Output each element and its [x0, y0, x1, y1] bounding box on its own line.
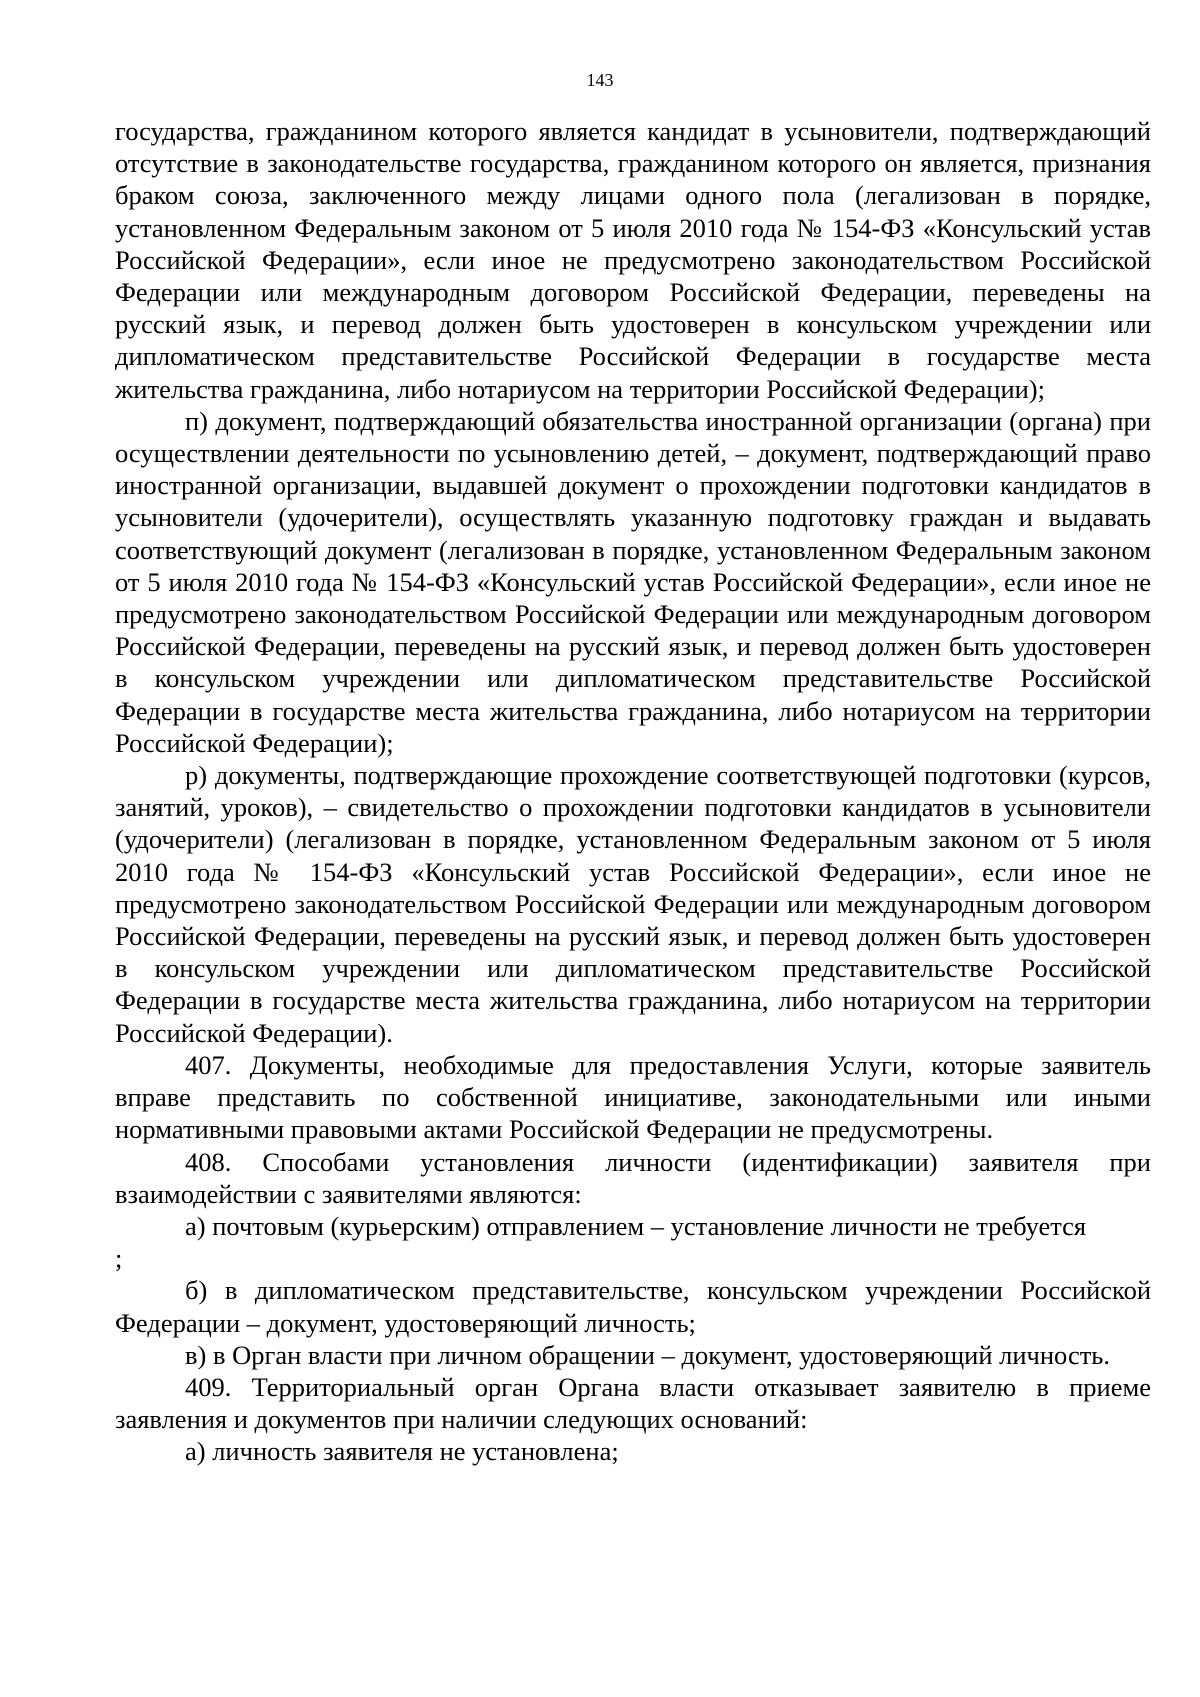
paragraph-item-r: р) документы, подтверждающие прохождение соответствующей подготовки (курсов, занятий, уроков), – свидетельство о прохождении подготовки кандидатов в усыновители (удочерители) (легализован в порядке, установленном Федеральным законом от 5 июля 2010 года № 154-ФЗ «Консульский устав Российской Федерации», если иное не предусмотрено законодательством Российской Федерации или международным договором Российской Федерации, переведены на русский язык, и перевод должен быть удостоверен в консульском учреждении или дипломатическом представительстве Российской Федерации в государстве места жительства гражданина, либо нотариусом на территории Российской Федерации).	[115, 760, 1151, 1048]
paragraph-409: 409. Территориальный орган Органа власти отказывает заявителю в приеме заявления и документов при наличии следующих оснований:	[115, 1371, 1151, 1435]
paragraph-408-v: в) в Орган власти при личном обращении – документ, удостоверяющий личность.	[185, 1339, 1111, 1370]
paragraph-409-a: а) личность заявителя не установлена;	[185, 1436, 619, 1467]
paragraph-408-b: б) в дипломатическом представительстве, консульском учреждении Российской Федерации – документ, удостоверяющий личность;	[115, 1275, 1151, 1338]
paragraph-continuation: государства, гражданином которого является кандидат в усыновители, подтверждающий отсутствие в законодательстве государства, гражданином которого он является, признания браком союза, заключенного между лицами одного пола (легализован в порядке, установленном Федеральным законом от 5 июля 2010 года № 154-ФЗ «Консульский устав Российской Федерации», если иное не предусмотрено законодательством Российской Федерации или международным договором Российской Федерации, переведены на русский язык, и перевод должен быть удостоверен в консульском учреждении или дипломатическом представительстве Российской Федерации в государстве места жительства гражданина, либо нотариусом на территории Российской Федерации);	[115, 116, 1151, 404]
paragraph-408: 408. Способами установления личности (идентификации) заявителя при взаимодействии с заявителями являются:	[115, 1146, 1151, 1209]
paragraph-item-p: п) документ, подтверждающий обязательства иностранной организации (органа) при осуществлении деятельности по усыновлению детей, – документ, подтверждающий право иностранной организации, выдавшей документ о прохождении подготовки кандидатов в усыновители (удочерители), осуществлять указанную подготовку граждан и выдавать соответствующий документ (легализован в порядке, установленном Федеральным законом от 5 июля 2010 года № 154-ФЗ «Консульский устав Российской Федерации», если иное не предусмотрено законодательством Российской Федерации или международным договором Российской Федерации, переведены на русский язык, и перевод должен быть удостоверен в консульском учреждении или дипломатическом представительстве Российской Федерации в государстве места жительства гражданина, либо нотариусом на территории Российской Федерации);	[115, 405, 1151, 758]
paragraph-407: 407. Документы, необходимые для предоставления Услуги, которые заявитель вправе представить по собственной инициативе, законодательными или иными нормативными правовыми актами Российской Федерации не предусмотрены.	[115, 1049, 1151, 1145]
paragraph-408-a: а) почтовым (курьерским) отправлением – установление личности не требуется	[185, 1210, 1087, 1241]
page-number: 143	[586, 70, 614, 90]
stray-semicolon: ;	[115, 1243, 123, 1274]
document-body	[115, 115, 1151, 1468]
